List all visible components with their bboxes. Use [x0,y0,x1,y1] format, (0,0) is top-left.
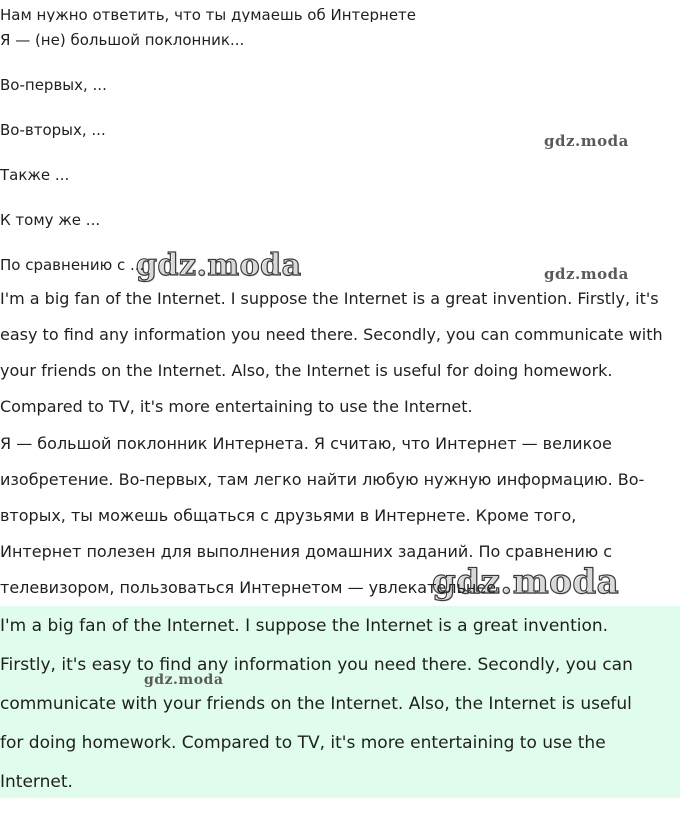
watermark-logo: gdz.moda [136,248,302,283]
answer-highlight-box [0,606,680,798]
prompt-line-firstly: Во-первых, ... [0,76,107,94]
answer-highlight-text: I'm a big fan of the Internet. I suppose the Internet is a great invention. Firstly, it's easy to find any information you need there. Secondly, you can communicate with your friends on the Internet. Also, the Internet is useful for doing homework. Compared to TV, it's more entertaining to use the Internet. [0,616,633,792]
watermark-logo: gdz.moda [144,672,224,688]
watermark-logo: gdz.moda [544,132,629,150]
answer-russian-paragraph: Я — большой поклонник Интернета. Я считаю, что Интернет — великое изобретение. Во-первых, там легко найти любую нужную информацию. Во-вторых, ты можешь общаться с друзьями в Интернете. Кроме того, Интернет полезен для выполнения домашних заданий. По сравнению с телевизором, пользоваться Интернетом — увлекательнее. [0,434,645,597]
prompt-line-fan: Я — (не) большой поклонник... [0,31,245,49]
answer-english-paragraph: I'm a big fan of the Internet. I suppose the Internet is a great invention. Firstly, it's easy to find any information you need there. Secondly, you can communicate with your friends on the Internet. Also, the Internet is useful for doing homework. Compared to TV, it's more entertaining to use the Internet. [0,289,663,416]
watermark-logo: gdz.moda [432,562,620,602]
prompt-line-also: Также ... [0,166,70,184]
prompt-line-secondly: Во-вторых, ... [0,121,106,139]
cut-off-heading-text: Нам нужно ответить, что ты думаешь об Интернете [0,6,417,22]
prompt-line-compared: По сравнению с ... [0,256,145,274]
cut-off-heading [0,0,680,22]
prompt-line-besides: К тому же ... [0,211,101,229]
watermark-logo: gdz.moda [544,265,629,283]
